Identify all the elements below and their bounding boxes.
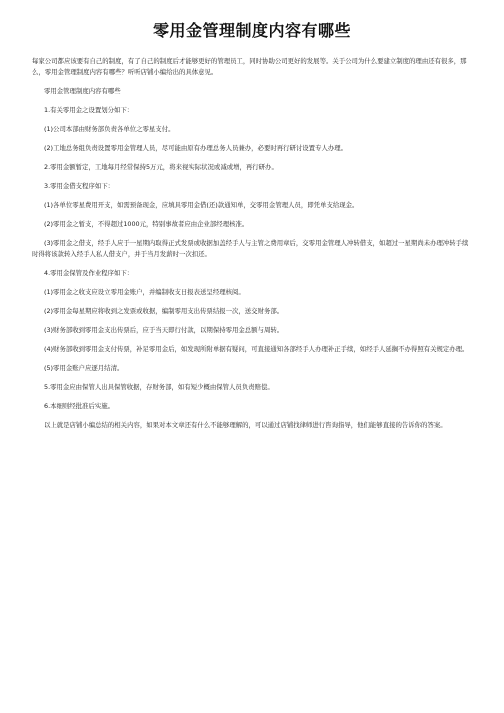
paragraph-section-1: 1.有关零用金之设置划分如下： [44, 106, 134, 114]
paragraph-item-3-1: (1)各单位零星费用开支，如需预备现金，应填具零用金借(还)款通知单，交零用金管理人员，即凭单支给现金。 [44, 201, 359, 209]
paragraph-item-4-3: (3)财务部收到零用金支出传票后，应于当天即行付款，以期保持零用金总额与周转。 [44, 326, 284, 334]
intro-paragraph: 每家公司都应该要有自己的制度，有了自己的制度后才能够更好的管理员工，同时协助公司更好的发展等。关于公司为什么要建立制度的理由还有很多，那么，零用金管理制度内容有哪些？听听店铺小编给出的具体意见。 [32, 57, 467, 76]
paragraph-section-5: 5.零用金应由保管人出具保管收据，存财务部，如有短少概由保管人员负责赔偿。 [44, 383, 274, 391]
closing-paragraph: 以上就是店铺小编总结的相关内容，如果对本文章还有什么不能够理解的，可以通过店铺找律师进行咨询指导，他们能够直接的告诉你的答案。 [44, 421, 447, 429]
paragraph-item-3-3: (3)零用金之借支，经手人应于一星期内取得正式发票或收据加盖经手人与主管之费用章后，交零用金管理人冲转借支，如超过一星期尚未办理冲转手续时得将该款转入经手人私人借支户，并于当月发薪时一次扣还。 [32, 239, 469, 258]
paragraph-section-6: 6.本细则经批准后实施。 [44, 402, 115, 410]
paragraph-item-4-1: (1)零用金之收支应设立零用金账户，并编制收支日报表送呈经理核阅。 [44, 288, 245, 296]
paragraph-section-4: 4.零用金保管及作业程序如下： [44, 269, 134, 277]
paragraph-item-1-2: (2)工地总务组负责设置零用金管理人员，尽可能由原有办理总务人员兼办，必要时再行研讨设置专人办理。 [44, 144, 348, 152]
paragraph-item-4-2: (2)零用金每星期应将收到之发票或收据，编制零用支出传票结报一次，送交财务部。 [44, 307, 284, 315]
paragraph-item-3-2: (2)零用金之暂支，不得超过1000元，特别事故者应由企业部经理核准。 [44, 220, 249, 228]
paragraph-item-4-4: (4)财务部收到零用金支付传票，补足零用金后，如发现所附单据有疑问，可直接通知各部经手人办理补正手续，如经手人延搁不办得照有关规定办理。 [44, 345, 469, 353]
paragraph-subtitle: 零用金管理制度内容有哪些 [44, 87, 121, 95]
paragraph-item-4-5: (5)零用金账户应逐月结清。 [44, 364, 124, 372]
paragraph-section-3: 3.零用金借支程序如下： [44, 182, 115, 190]
document-page [32, 18, 472, 439]
paragraph-item-1-1: (1)公司本部由财务部负责各单位之零星支付。 [44, 125, 175, 133]
page-title: 零用金管理制度内容有哪些 [152, 21, 351, 40]
paragraph-section-2: 2.零用金额暂定，工地每月经常保持5万元，将来视实际状况或减或增，再行研办。 [44, 163, 278, 171]
